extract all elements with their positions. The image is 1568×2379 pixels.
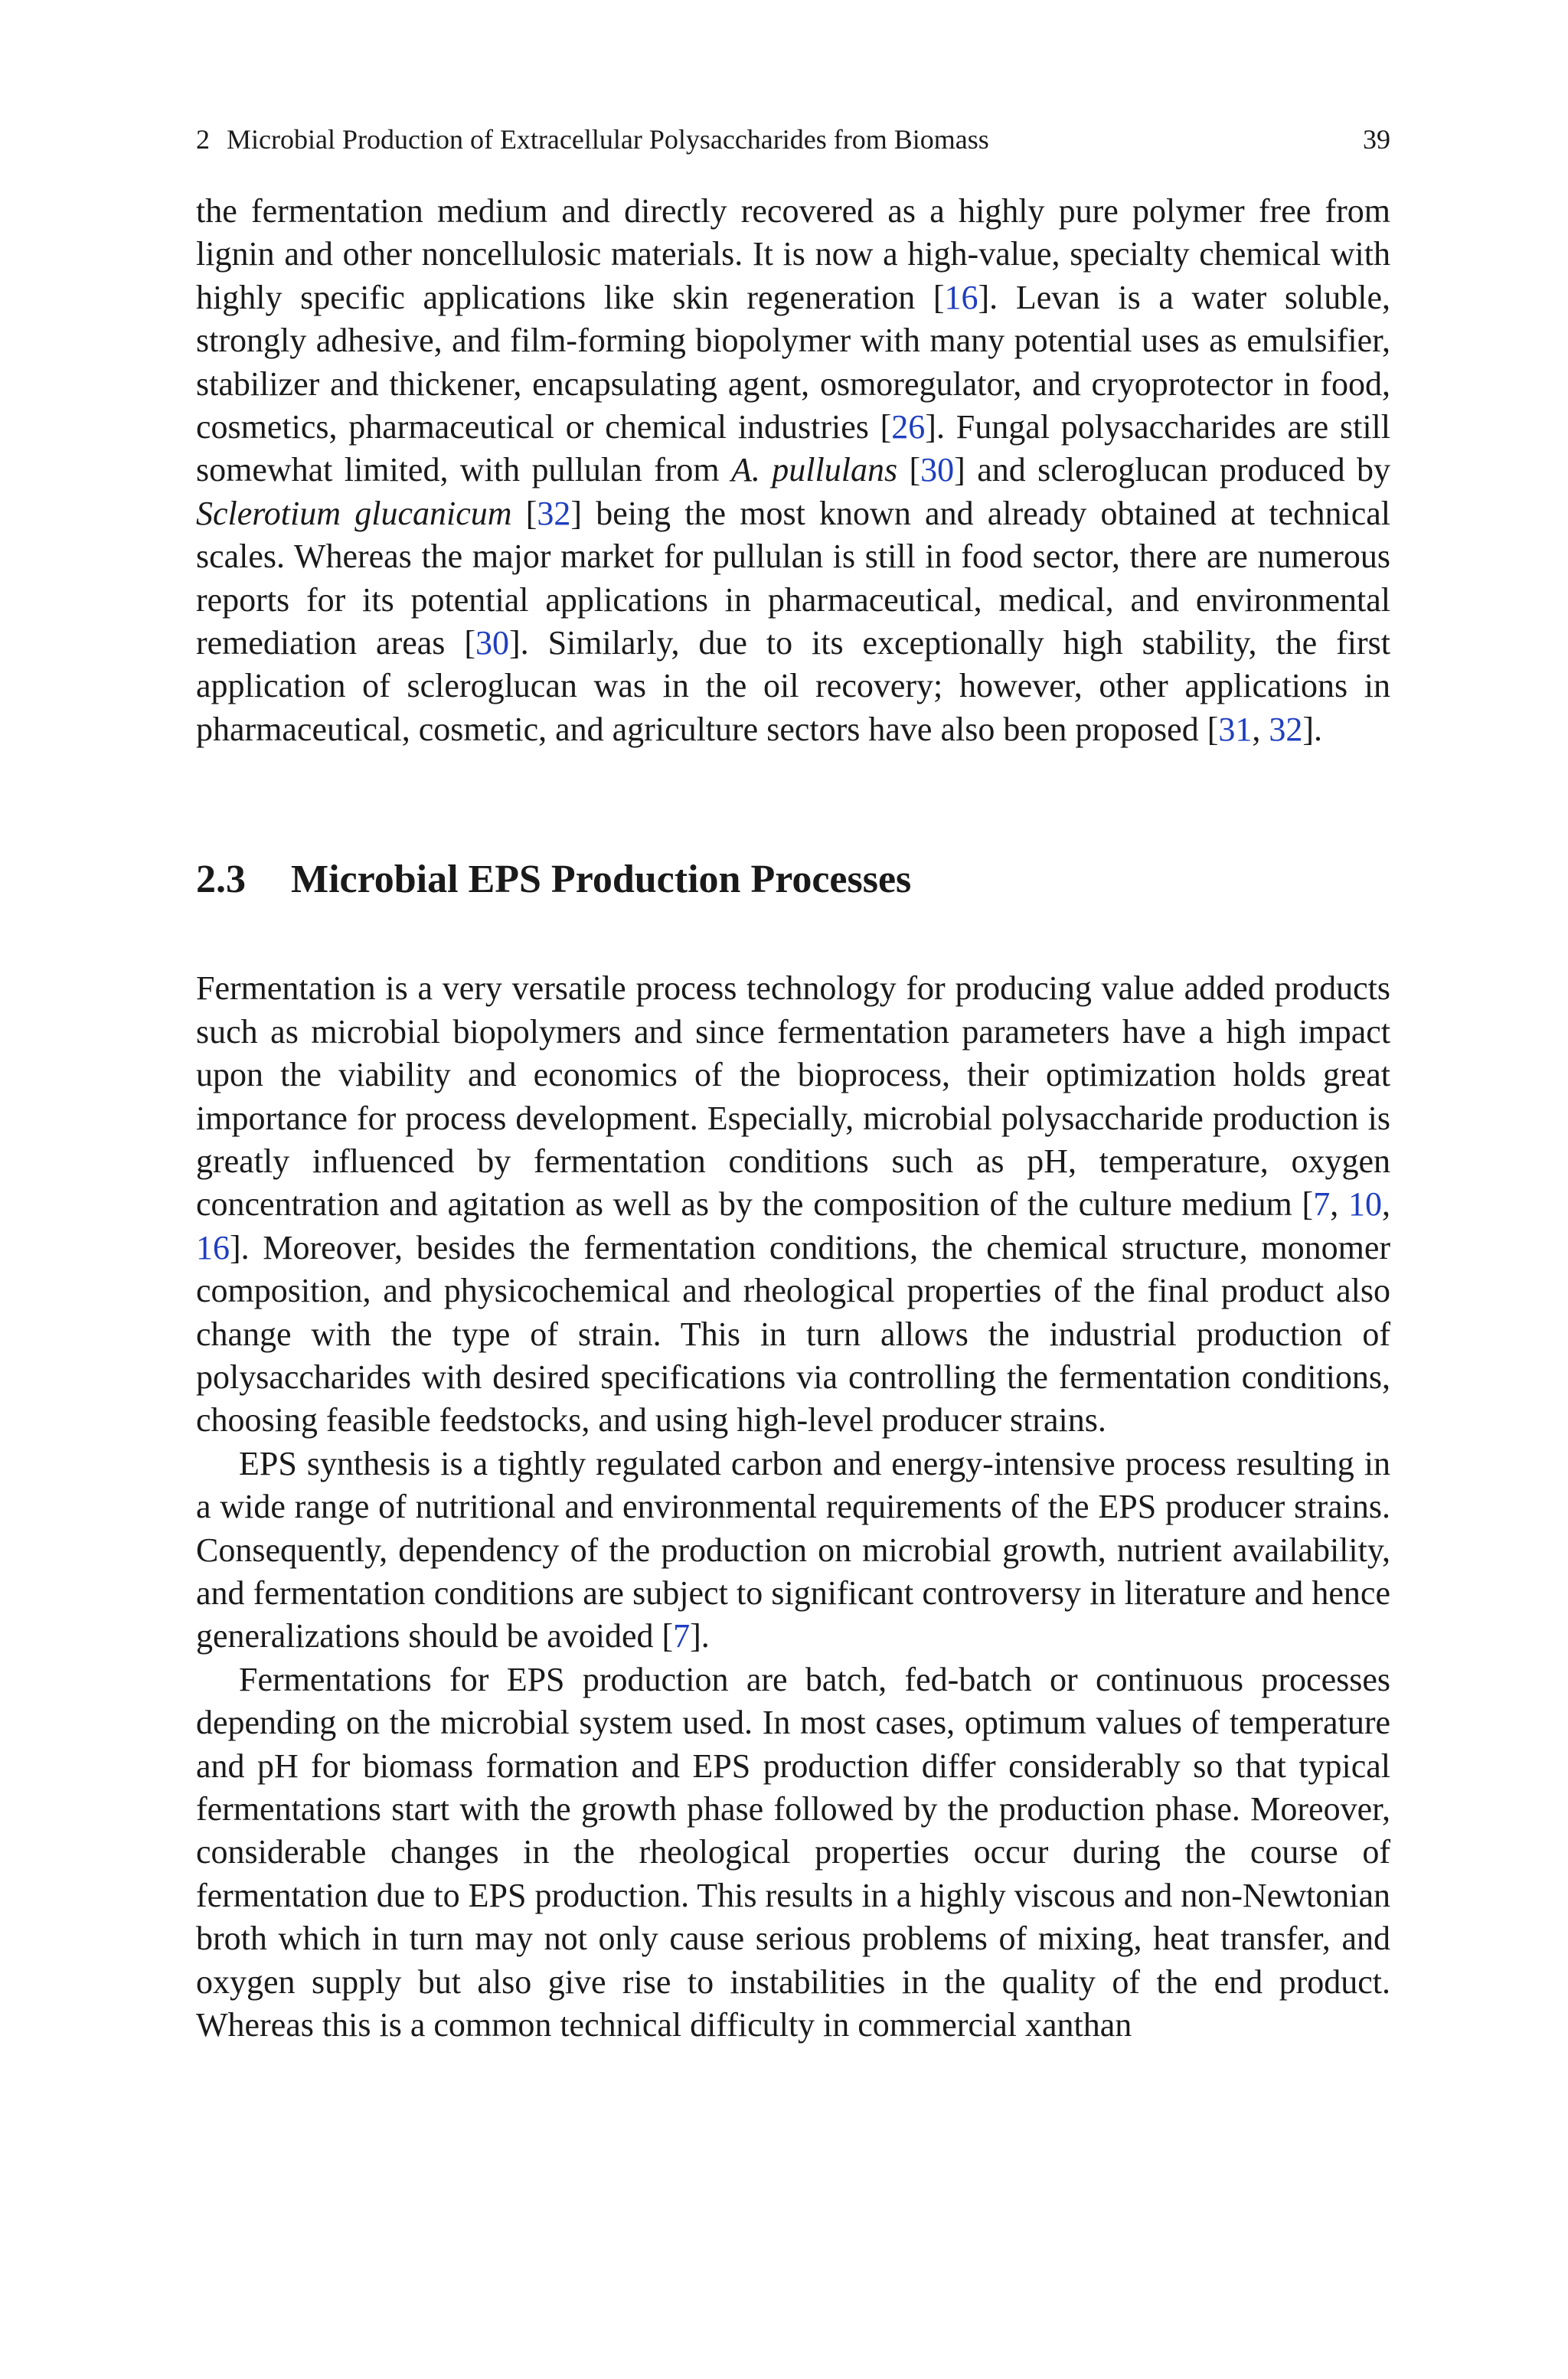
book-page <box>196 123 1390 2047</box>
running-header-title <box>196 123 989 156</box>
page-number: 39 <box>1363 124 1390 155</box>
citation-link[interactable]: 32 <box>537 494 571 532</box>
section-number: 2.3 <box>196 858 246 902</box>
paragraph-fermentation: Fermentation is a very versatile process technology for producing value added products such as microbial biopolymers and since fermentation parameters have a high impact upon the viability and economics of the bioprocess, their optimization holds great importance for process development. Especially, microbial polysaccharide production is greatly influenced by fermentation conditions such as pH, temperature, oxygen concentration and agitation as well as by the composition of the culture medium [7, 10, 16]. Moreover, besides the fermentation conditions, the chemical structure, monomer composition, and physicochemical and rheological properties of the final product also change with the type of strain. This in turn allows the industrial production of polysaccharides with desired specifications via controlling the fermentation conditions, choosing feasible feedstocks, and using high-level producer strains. <box>196 969 1391 1439</box>
chapter-number: 2 <box>196 124 210 155</box>
citation-link[interactable]: 7 <box>1313 1185 1331 1224</box>
citation-link[interactable]: 31 <box>1218 710 1253 748</box>
citation-link[interactable]: 10 <box>1348 1185 1383 1224</box>
citation-link[interactable]: 7 <box>673 1617 691 1655</box>
citation-link[interactable]: 16 <box>944 278 978 316</box>
citation-link[interactable]: 26 <box>891 408 926 446</box>
citation-link[interactable]: 16 <box>196 1228 230 1266</box>
running-header <box>196 123 1390 156</box>
citation-link[interactable]: 30 <box>920 451 955 489</box>
chapter-title: Microbial Production of Extracellular Polysaccharides from Biomass <box>227 124 989 155</box>
species-name: Sclerotium glucanicum <box>196 494 512 532</box>
paragraph-applications: the fermentation medium and directly recovered as a highly pure polymer free from lignin and other noncellulosic materials. It is now a high-value, specialty chemical with highly specific applications like skin regeneration [16]. Levan is a water soluble, strongly adhesive, and film-forming biopolymer with many potential uses as emulsifier, stabilizer and thickener, encapsulating agent, osmoregulator, and cryoprotector in food, cosmetics, pharmaceutical or chemical industries [26]. Fungal polysaccharides are still somewhat limited, with pullulan from A. pullulans [30] and scleroglucan produced by Sclerotium glucanicum [32] being the most known and already obtained at technical scales. Whereas the major market for pullulan is still in food sector, there are numerous reports for its potential applications in pharmaceutical, medical, and environmental remediation areas [30]. Similarly, due to its exceptionally high stability, the first application of scleroglucan was in the oil recovery; however, other applications in pharmaceutical, cosmetic, and agriculture sectors have also been proposed [31, 32]. <box>196 192 1391 748</box>
citation-link[interactable]: 30 <box>475 624 510 662</box>
paragraph-eps-synthesis: EPS synthesis is a tightly regulated carbon and energy-intensive process resulting in a wide range of nutritional and environmental requirements of the EPS producer strains. Consequently, dependency of the production on microbial growth, nutrient availability, and fermentation conditions are subject to significant controversy in literature and hence generalizations should be avoided [7]. <box>196 1444 1390 1655</box>
section-heading <box>196 857 1390 903</box>
species-name: A. pullulans <box>731 451 898 489</box>
section-title: Microbial EPS Production Processes <box>291 858 912 902</box>
paragraph-fermentation-modes: Fermentations for EPS production are batch, fed-batch or continuous processes depending on the microbial system used. In most cases, optimum values of temperature and pH for biomass formation and EPS production differ considerably so that typical fermentations start with the growth phase followed by the production phase. Moreover, considerable changes in the rheological properties occur during the course of fermentation due to EPS production. This results in a highly viscous and non-Newtonian broth which in turn may not only cause serious problems of mixing, heat transfer, and oxygen supply but also give rise to instabilities in the quality of the end product. Whereas this is a common technical difficulty in commercial xanthan <box>196 1660 1390 2044</box>
citation-link[interactable]: 32 <box>1269 710 1303 748</box>
